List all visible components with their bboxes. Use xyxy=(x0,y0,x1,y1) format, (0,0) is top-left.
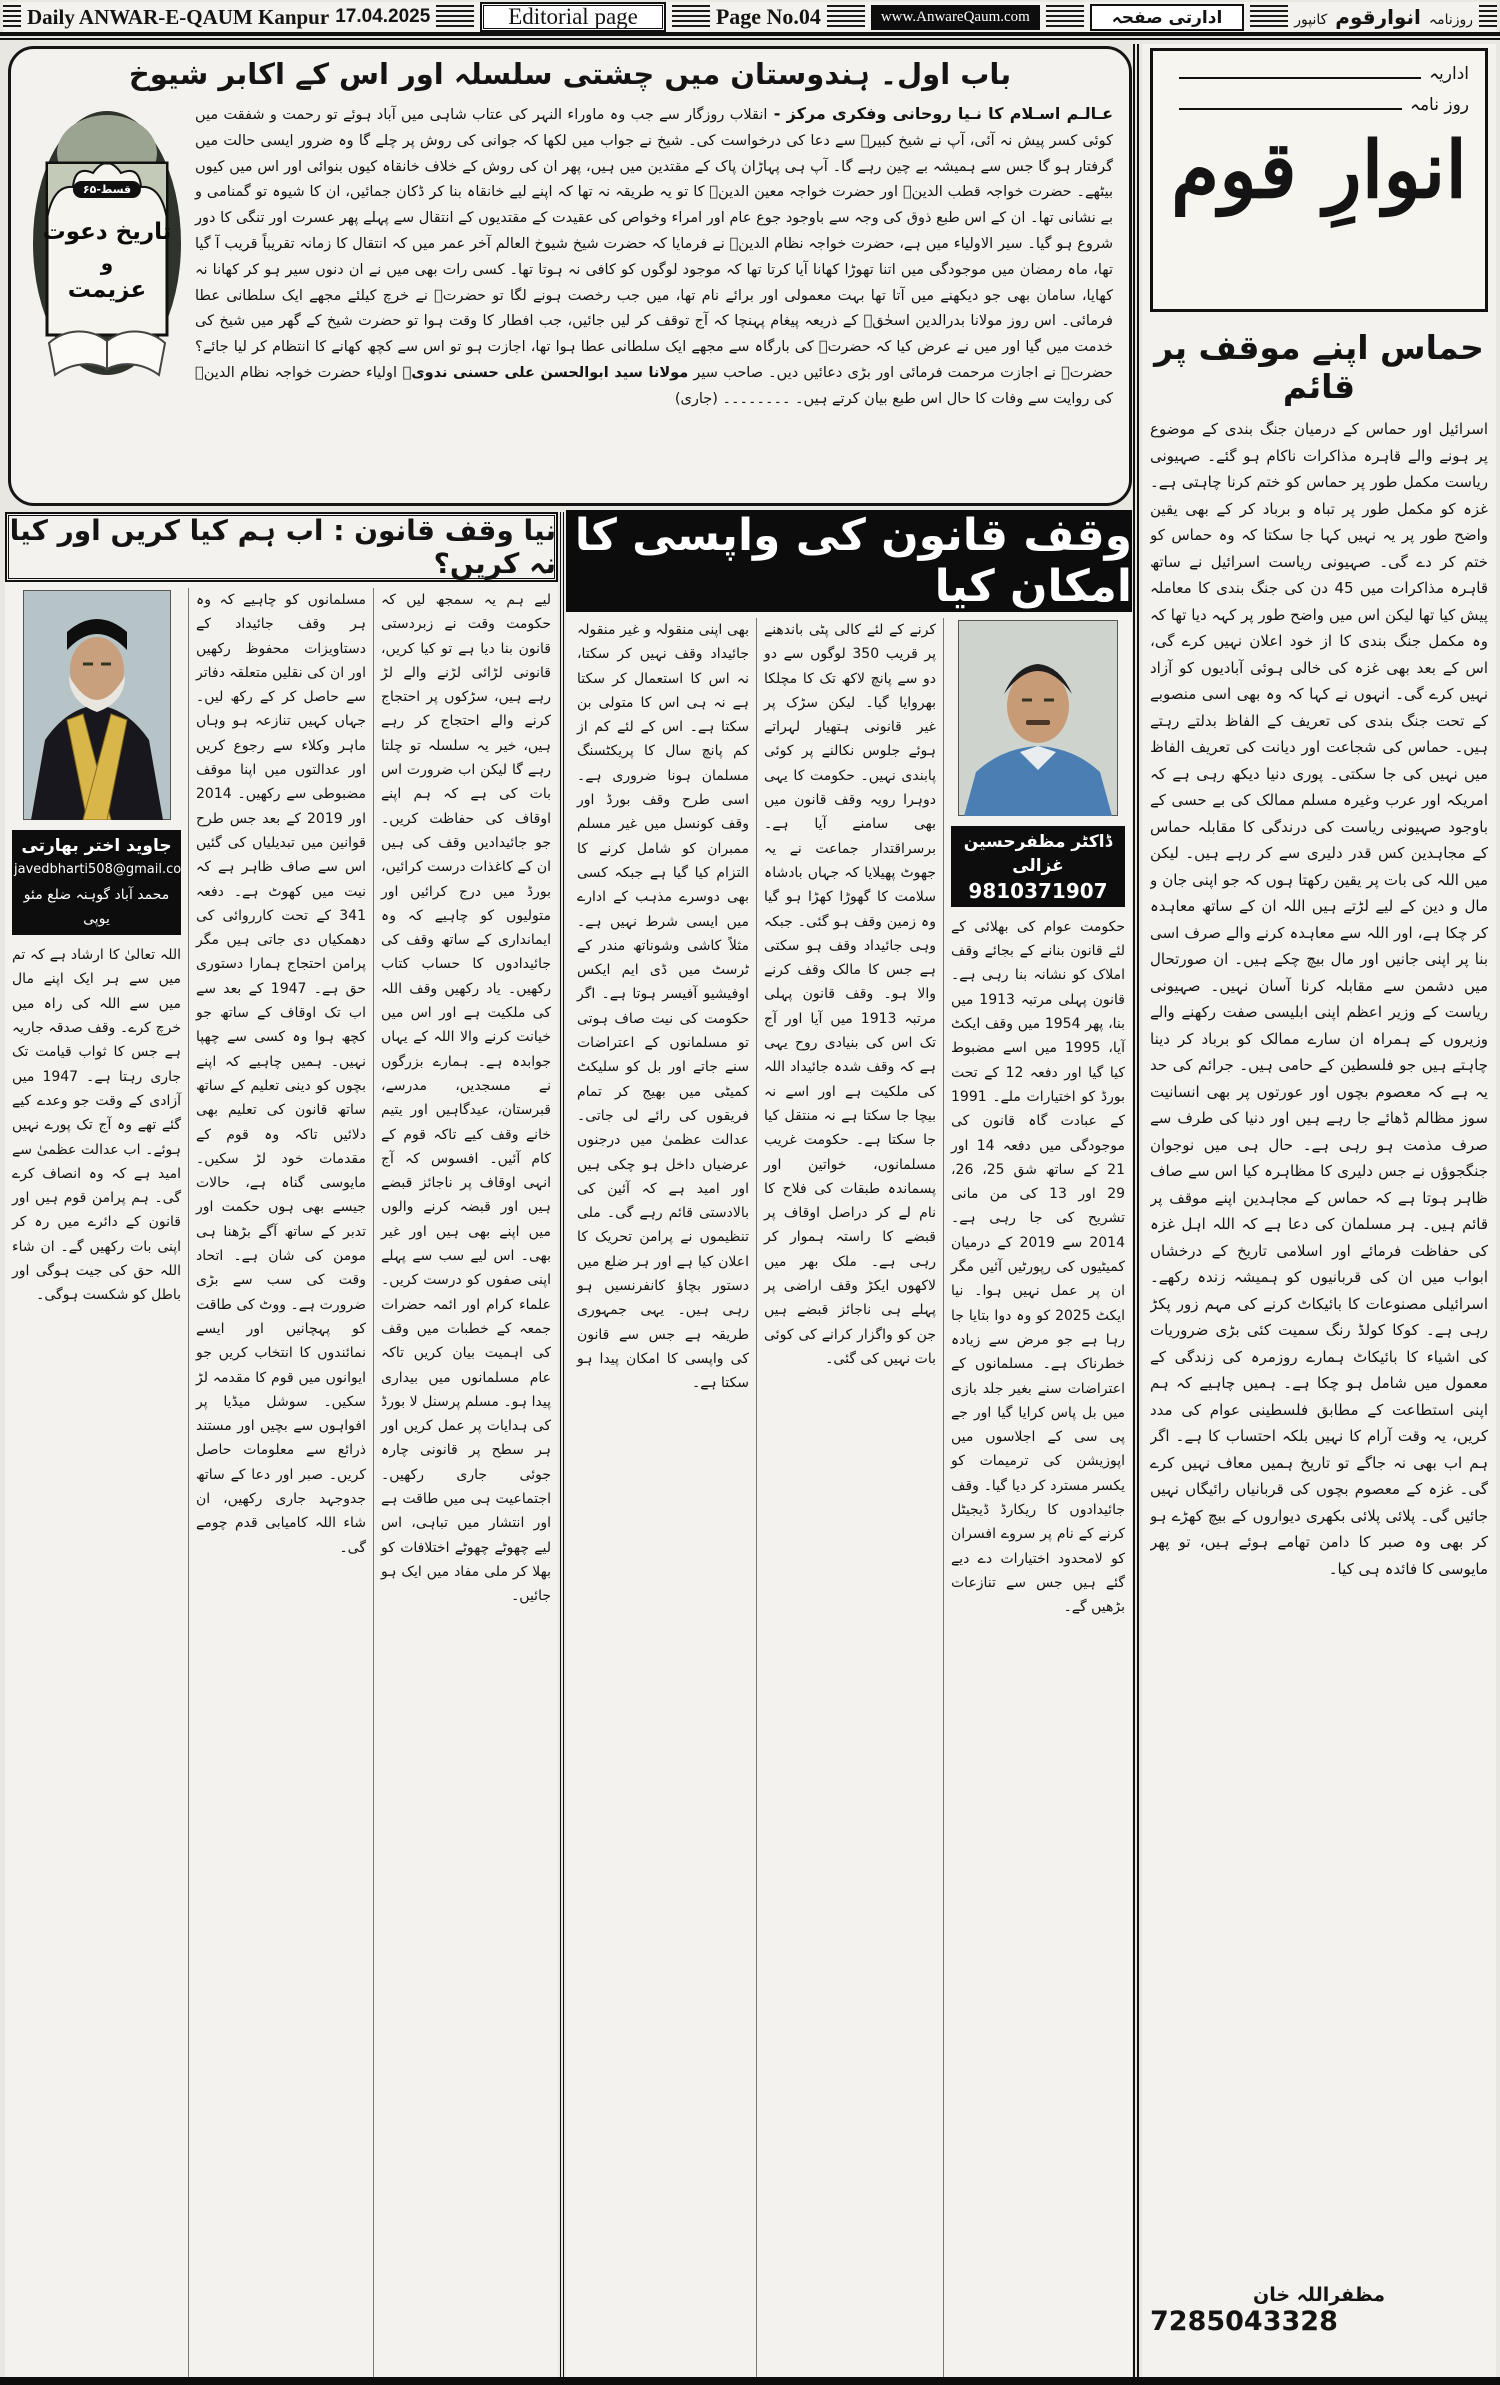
column-rule xyxy=(756,618,757,2382)
middle-article xyxy=(566,510,1132,2383)
top-article-headline: باب اول۔ ہندوستان میں چشتی سلسلہ اور اس کے اکابر شیوخ xyxy=(128,57,1012,91)
middle-article-col-1 xyxy=(944,618,1132,2382)
urdu-city-label: کانپور xyxy=(1294,12,1328,28)
column-rule xyxy=(373,588,374,2378)
website-badge: www.AnwareQaum.com xyxy=(871,5,1040,30)
masthead-daily-row xyxy=(1169,94,1469,115)
page-number: Page No.04 xyxy=(715,4,821,29)
column-rule xyxy=(188,588,189,2378)
middle-column-divider xyxy=(560,512,564,2380)
paper-name-english: Daily ANWAR-E-QAUM Kanpur xyxy=(27,4,330,29)
series-title-line3: عزیمت xyxy=(67,277,147,303)
left-article-col-3-text: اللہ تعالیٰ کا ارشاد ہے کہ تم میں سے ہر ایک اپنے مال میں سے اللہ کی راہ میں خرچ کرے۔ وقف صدقہ جاریہ ہے جس کا ثواب قیامت تک جاری رہتا ہے۔ 1947 میں آزادی کے وقت جو وعدے کیے گئے تھے وہ آج تک پورے نہیں ہوئے۔ اب عدالت عظمیٰ سے امید ہے کہ وہ انصاف کرے گی۔ ہم پرامن قوم ہیں اور قانون کے دائرے میں رہ کر اپنی بات رکھیں گے۔ ان شاء اللہ حق کی جیت ہوگی اور باطل کو شکست ہوگی۔ xyxy=(12,947,181,1304)
header-stripes xyxy=(672,5,710,29)
caption-author-name: جاوید اختر بھارتی xyxy=(21,836,172,856)
middle-article-col-1-text: حکومت عوام کی بھلائی کے لئے قانون بنانے کے بجائے وقف املاک کو نشانہ بنا رہی ہے۔ قانون پہلی مرتبہ 1913 میں بنا، پھر 1954 میں وقف ایکٹ آیا، 1995 میں اسے مضبوط کیا گیا اور دفعہ 12 کے تحت بورڈ کو اختیارات ملے۔ 1991 کے عبادت گاہ قانون کی موجودگی میں دفعہ 14 اور 21 کے ساتھ شق 25، 26، 29 اور 13 کی من مانی تشریح کی جا رہی ہے۔ 2014 سے 2019 کے درمیان کمیٹیوں کی رپورٹیں آئیں مگر ان پر عمل نہیں ہوا۔ نیا ایکٹ 2025 کو وہ دوا بتایا جا رہا ہے جو مرض سے زیادہ خطرناک ہے۔ مسلمانوں کے اعتراضات سنے بغیر جلد بازی میں بل پاس کرایا گیا اور جے پی سی کے اجلاسوں میں اپوزیشن کی ترمیمات کو یکسر مسترد کر دیا گیا۔ وقف جائیدادوں کا ریکارڈ ڈیجیٹل کرنے کے نام پر سروے افسران کو لامحدود اختیارات دے دیے گئے ہیں جس سے تنازعات بڑھیں گے۔ xyxy=(951,918,1126,1616)
caption-author-phone: 9810371907 xyxy=(968,878,1108,903)
caption-author-address: محمد آباد گوہنہ ضلع مئو یوپی xyxy=(23,886,170,927)
series-title-line2: و xyxy=(100,251,114,275)
top-article-text-1: انقلاب روزگار سے جب وہ ماوراء النہر کی عتاب شاہی میں آباد ہوئے تو رحمت و شفقت میں کوئی کسر پیش نہ آئی، آپ نے شیخ کبیرؒ سے دعا کی درخواست کی۔ شیخ نے جواب میں لکھا کہ جوانی کی روش پر چلے گا وہ ضرور ایسی حالت میں گرفتار ہو گا جس سے ہمیشہ بے چین رہے گا۔ آپ ہی پہاڑان پاک کے مقتدین میں ہیں، پھر ان کی روش کے خلاف خانقاہ کیوں بنوائی اور اس میں کیوں بیٹھے۔ حضرت خواجہ قطب الدینؒ اور حضرت خواجہ معین الدینؒ کا تو یہ طریقہ نہ تھا کہ اپنے لیے خانقاہ بنا کر ڈکان جمائیں، ان کا شیوہ تو گمنامی و بے نشانی تھا۔ ان کے اس طبع ذوق کی وجہ سے باوجود جوع عام اور امراء وخواص کی عقیدت کے مقتدیوں کے انتقال سے پہلے پھر عسرت اور تنگی کا دور شروع ہو گیا۔ سیر الاولیاء میں ہے، حضرت خواجہ نظام الدینؒ نے فرمایا کہ حضرت شیخ شیوخ العالم آخر عمر میں کہ انتقال کا زمانہ تقریباً قریب آ گیا تھا، ماہ رمضان میں موجودگی میں اتنا تھوڑا کھانا آیا کرتا تھا کہ موجود لوگوں کو کافی نہ ہوتا تھا۔ کسی رات بھی میں نے ان دنوں سیر ہو کر کھانا نہ کھایا، سامان بھی جو دیکھنے میں آتا تھا بہت معمولی اور برائے نام تھا، میں جب رخصت ہونے لگا تو حضرتؒ نے خرچ کیلئے مجھے ایک سلطانی عطا فرمائی۔ اس روز مولانا بدرالدین اسحٰقؒ کے ذریعہ پیغام پہنچا کہ آج توقف کر لیں جائیں، جب افطار کا وقت ہوا تو حضرت شیخ کے گھر میں شیخ کی خدمت میں گیا اور میں نے عرض کیا کہ حضرتؒ کی بارگاہ سے مجھے ایک سلطانی عطا ہوا تھا، اجازت ہو تو اس سے کچھ کھانے کا انتظام کر لیا جائے؟ حضرتؒ نے اجازت مرحمت فرمائی اور بڑی دعائیں دیں۔ صاحب سیر xyxy=(195,107,1113,381)
top-article-byline: مولانا سید ابوالحسن علی حسنی ندویؒ xyxy=(397,364,689,381)
left-article-col-2: مسلمانوں کو چاہیے کہ وہ ہر وقف جائیداد کے دستاویزات محفوظ رکھیں اور ان کی نقلیں متعلقہ دفاتر سے حاصل کر کے رکھ لیں۔ جہاں کہیں تنازعہ ہو وہاں ماہر وکلاء سے رجوع کریں اور عدالتوں میں اپنا موقف مضبوطی سے رکھیں۔ 2014 اور 2019 کے بعد جس طرح قوانین میں تبدیلیاں کی گئیں اس سے صاف ظاہر ہے کہ نیت میں کھوٹ ہے۔ دفعہ 341 کے تحت کارروائی کی دھمکیاں دی جاتی ہیں مگر پرامن احتجاج ہمارا دستوری حق ہے۔ 1947 کے بعد سے اب تک اوقاف کے ساتھ جو کچھ ہوا وہ کسی سے چھپا نہیں۔ ہمیں چاہیے کہ اپنے بچوں کو دینی تعلیم کے ساتھ ساتھ قانون کی تعلیم بھی دلائیں تاکہ وہ قوم کے مقدمات خود لڑ سکیں۔ مایوسی گناہ ہے، حالات جیسے بھی ہوں حکمت اور تدبر کے ساتھ آگے بڑھنا ہی مومن کی شان ہے۔ اتحاد وقت کی سب سے بڑی ضرورت ہے۔ ووٹ کی طاقت کو پہچانیں اور ایسے نمائندوں کا انتخاب کریں جو ایوانوں میں قوم کا مقدمہ لڑ سکیں۔ سوشل میڈیا پر افواہوں سے بچیں اور مستند ذرائع سے معلومات حاصل کریں۔ صبر اور دعا کے ساتھ جدوجہد جاری رکھیں، ان شاء اللہ کامیابی قدم چومے گی۔ xyxy=(196,592,367,1556)
masthead-rule xyxy=(1179,77,1421,79)
left-article xyxy=(5,512,558,2380)
header-stripes xyxy=(1046,5,1084,29)
author-photo-bharti xyxy=(23,590,171,820)
left-article-col-1: لیے ہم یہ سمجھ لیں کہ حکومت وقت نے زبردستی قانون بنا دیا ہے تو کیا کریں، قانونی لڑائی لڑنے والے لڑ رہے ہیں، سڑکوں پر احتجاج کرنے والے احتجاج کر رہے ہیں، خیر یہ سلسلہ تو چلتا رہے گا لیکن اب ضرورت اس بات کی ہے کہ ہم اپنے اوقاف کی حفاظت کریں۔ جو جائیدادیں وقف کی ہیں ان کے کاغذات درست کرائیں، بورڈ میں درج کرائیں اور متولیوں کو چاہیے کہ وہ ایمانداری کے ساتھ وقف کی جائیدادوں کا حساب کتاب رکھیں۔ یاد رکھیں وقف اللہ کی ملکیت ہے اور اس میں خیانت کرنے والا اللہ کے یہاں جوابدہ ہے۔ ہمارے بزرگوں نے مسجدیں، مدرسے، قبرستان، عیدگاہیں اور یتیم خانے وقف کیے تاکہ قوم کے کام آئیں۔ افسوس کہ آج انہی اوقاف پر ناجائز قبضے ہیں اور قبضہ کرنے والوں میں اپنے بھی ہیں اور غیر بھی۔ اس لیے سب سے پہلے اپنی صفوں کو درست کریں۔ علماء کرام اور ائمہ حضرات جمعہ کے خطبات میں وقف کی اہمیت بیان کریں تاکہ عام مسلمانوں میں بیداری پیدا ہو۔ مسلم پرسنل لا بورڈ کی ہدایات پر عمل کریں اور ہر سطح پر قانونی چارہ جوئی جاری رکھیں۔ اجتماعیت ہی میں طاقت ہے اور انتشار میں تباہی، اس لیے چھوٹے چھوٹے اختلافات کو بھلا کر ملی مفاد میں ایک ہو جائیں۔ xyxy=(381,592,551,1605)
masthead-title: انوارِ قوم xyxy=(1170,125,1468,216)
right-column-divider xyxy=(1133,44,1139,2383)
header-divider-rule xyxy=(0,32,1500,40)
page-header xyxy=(3,2,1497,32)
top-article-text-2: اولیاء حضرت خواجہ نظام الدینؒ کی روایت سے وفات کا حال اس طبع بیان کرتے ہیں۔ ۔۔۔۔۔۔۔۔ (جاری) xyxy=(195,364,1113,407)
editorial-headline: حماس اپنے موقف پر قائم xyxy=(1154,328,1484,406)
photo-caption-ghazali xyxy=(951,826,1125,907)
column-rule xyxy=(943,618,944,2382)
masthead-box xyxy=(1150,48,1488,312)
urdu-paper-title: انوارقوم xyxy=(1335,5,1421,29)
left-article-columns xyxy=(5,588,558,2378)
header-stripes xyxy=(3,5,21,29)
header-stripes xyxy=(436,5,474,29)
photo-caption-bharti xyxy=(12,830,181,935)
masthead-daily-label: روز نامہ xyxy=(1409,95,1469,115)
left-article-headline: نیا وقف قانون : اب ہم کیا کریں اور کیا نہ کریں؟ xyxy=(5,512,558,582)
author-photo-ghazali xyxy=(958,620,1118,816)
header-stripes xyxy=(1479,5,1497,29)
editorial-body: اسرائیل اور حماس کے درمیان جنگ بندی کے موضوع پر ہونے والے قاہرہ مذاکرات ناکام ہو گئے۔ صہیونی ریاست مکمل طور پر حماس کو ختم کرنا چاہتی ہے۔ غزہ کو مکمل طور پر تباہ و برباد کر کے بھی یقین واضح طور پر یہ نہیں کہا جا سکتا کہ وہ حماس کو ختم کر دے گی۔ صہیونی ریاست اسرائیل نے ساتھ قاہرہ مذاکرات میں 45 دن کی جنگ بندی کا معاملہ پیش کیا تھا لیکن اس میں واضح طور پر کہہ دیا تھا کہ وہ مکمل جنگ بندی کا از خود اعلان نہیں کرے گی، اس کے بعد بھی غزہ کی خالی ہوئی آبادیوں کو آزاد نہیں کرے گی۔ انہوں نے کہا کہ وہ بھی اسی منصوبے کے تحت جنگ بندی کی تعریف کے الفاظ بدلتے رہتے ہیں۔ حماس کی شجاعت اور دیانت کی تعریف الفاظ میں نہیں کی جا سکتی۔ پوری دنیا دیکھ رہی ہے کہ امریکہ اور عرب وغیرہ مسلم ممالک کی بے حسی کے باوجود صہیونی ریاست کی درندگی کا مقابلہ حماس کے مجاہدین کس قدر دلیری سے کر رہے ہیں۔ لیکن میں اللہ کی بات پر یقین رکھتا ہوں کہ جو اپنی جان و مال و دین کے لیے لڑتے ہیں اللہ ان کے ساتھ معاہدہ کر چکا ہے، اور اللہ سے معاہدہ کرنے والے صرف اسی بنا پر اپنی جانیں اور مال بیچ چکے ہیں۔ ان صورتحال میں دشمن سے مقابلہ کرنا آسان نہیں۔ صہیونی ریاست کے وزیر اعظم اپنی ابلیسی صفت رکھنے والے وزیروں کے ہمراہ ان سارے ممالک کو برباد کر دینا چاہتے ہیں جو فلسطین کے حامی ہیں۔ جرائم کی حد یہ ہے کہ معصوم بچوں اور عورتوں پر بھی انسانیت سوز مظالم ڈھائے جا رہے ہیں اور دنیا کی طرف سے صرف مذمت ہو رہی ہے۔ حال ہی میں نوجوان جنگجوؤں نے جس دلیری کا مظاہرہ کیا اس سے صاف ظاہر ہوتا ہے کہ حماس کے مجاہدین اپنے موقف پر قائم ہیں۔ ہر مسلمان کی دعا ہے کہ اللہ اہل غزہ کی حفاظت فرمائے اور اسلامی تاریخ کے درخشاں ابواب میں ان کی قربانیوں کو ہمیشہ زندہ رکھے۔ اسرائیلی مصنوعات کا بائیکاٹ کرنے کی مہم زور پکڑ رہی ہے۔ کوکا کولڈ رنگ سمیت کئی بڑی ضروریات کی اشیاء کا بائیکاٹ ہمارے روزمرہ کی زندگی کے معمول میں شامل ہو چکا ہے۔ ہمیں چاہیے کہ ہم اپنی استطاعت کے مطابق فلسطینی عوام کی مدد کریں، یہ وقت آرام کا نہیں بلکہ احتساب کا ہے۔ اگر ہم اب بھی نہ جاگے تو تاریخ ہمیں معاف نہیں کرے گی۔ غزہ کے معصوم بچوں کی قربانیاں رائیگاں نہیں جائیں گی۔ پلائی پلائی بکھری دیواروں کے بیچ کھڑے ہو کر بھی وہ صبر کا دامن تھامے ہوئے ہیں، تو پھر مایوسی کا فائدہ ہی کیا۔ xyxy=(1150,420,1488,1578)
middle-article-col-2: کرنے کے لئے کالی پٹی باندھنے پر قریب 350 لوگوں سے دو دو سے پانچ لاکھ تک کا مچلکا بھروایا گیا۔ لیکن سڑک پر غیر قانونی ہتھیار لہراتے ہوئے جلوس نکالنے پر کوئی پابندی نہیں۔ حکومت کا یہی دوہرا رویہ وقف قانون میں بھی سامنے آیا ہے۔ برسراقتدار جماعت نے یہ جھوٹ پھیلایا کہ جہاں بادشاہ سلامت کا گھوڑا کھڑا ہو گیا وہ زمین وقف ہو گئی۔ جبکہ وہی جائیداد وقف ہو سکتی ہے جس کا مالک وقف کرنے والا ہو۔ وقف قانون پہلی مرتبہ 1913 میں آیا اور آج تک اس کی بنیادی روح یہی ہے کہ وقف شدہ جائیداد اللہ کی ملکیت ہے اور اسے نہ بیچا جا سکتا ہے نہ منتقل کیا جا سکتا ہے۔ حکومت غریب مسلمانوں، خواتین اور پسماندہ طبقات کی فلاح کا نام لے کر دراصل اوقاف پر قبضے کا راستہ ہموار کر رہی ہے۔ ملک بھر میں لاکھوں ایکڑ وقف اراضی پر پہلے ہی ناجائز قبضے ہیں جن کو واگزار کرانے کی کوئی بات نہیں کی گئی۔ xyxy=(764,622,936,1367)
top-article-body xyxy=(27,101,1113,413)
top-article-lead: عـالـم اسـلام کا نـیا روحانی وفکری مرکز - xyxy=(767,104,1114,123)
middle-article-columns xyxy=(566,618,1132,2382)
left-article-col-3 xyxy=(5,588,188,2378)
series-episode-badge: قسط-۶۵ xyxy=(73,181,141,198)
header-stripes xyxy=(827,5,865,29)
caption-author-email: javedbharti508@gmail.co xyxy=(14,862,182,878)
series-box xyxy=(29,101,185,379)
header-stripes xyxy=(1250,5,1288,29)
urdu-section-box: ادارتی صفحہ xyxy=(1090,4,1245,31)
editorial-page-box: Editorial page xyxy=(480,2,666,32)
masthead-editorial-row xyxy=(1169,63,1469,84)
middle-article-headline: وقف قانون کی واپسی کا امکان کیا xyxy=(566,510,1132,612)
editorial-column xyxy=(1142,44,1496,2383)
editorial-phone: 7285043328 xyxy=(1150,2306,1338,2337)
urdu-paper-name xyxy=(1294,5,1473,29)
issue-date: 17.04.2025 xyxy=(335,6,431,27)
masthead-rule xyxy=(1179,108,1402,110)
middle-article-col-3: بھی اپنی منقولہ و غیر منقولہ جائیداد وقف نہیں کر سکتا، نہ اس کا استعمال کر سکتا ہے نہ ہی اس کا متولی بن سکتا ہے۔ اس کے لئے کم از کم پانچ سال کا پریکٹسنگ مسلمان ہونا ضروری ہے۔ اسی طرح وقف بورڈ اور وقف کونسل میں غیر مسلم ممبران کو شامل کرنے کا التزام کیا گیا ہے جبکہ کسی بھی دوسرے مذہب کے ادارے میں ایسی شرط نہیں ہے۔ مثلاً کاشی وشوناتھ مندر کے ٹرسٹ میں ڈی ایم ایکس اوفیشیو آفیسر ہوتا ہے۔ اگر حکومت کی نیت صاف ہوتی تو مسلمانوں کے اعتراضات سنے جاتے اور بل کو سلیکٹ کمیٹی میں بھیج کر تمام فریقوں کی رائے لی جاتی۔ عدالت عظمیٰ میں درجنوں عرضیاں داخل ہو چکی ہیں اور امید ہے کہ آئین کی بالادستی قائم رہے گی۔ ملی تنظیموں نے پرامن تحریک کا اعلان کیا ہے اور ہر ضلع میں دستور بچاؤ کانفرنسیں ہو رہی ہیں۔ یہی جمہوری طریقہ ہے جس سے قانون کی واپسی کا امکان پیدا ہو سکتا ہے۔ xyxy=(577,622,749,1392)
series-title-line1: تاریخ دعوت xyxy=(42,219,172,245)
masthead-editorial-label: اداریہ xyxy=(1429,64,1469,84)
urdu-daily-label: روزنامہ xyxy=(1428,12,1474,28)
bottom-page-rule xyxy=(0,2377,1500,2385)
editorial-signature: مظفراللہ خان xyxy=(1253,2284,1385,2306)
caption-author-name: ڈاکٹر مظفرحسین غزالی xyxy=(963,832,1113,877)
top-article xyxy=(8,46,1132,506)
